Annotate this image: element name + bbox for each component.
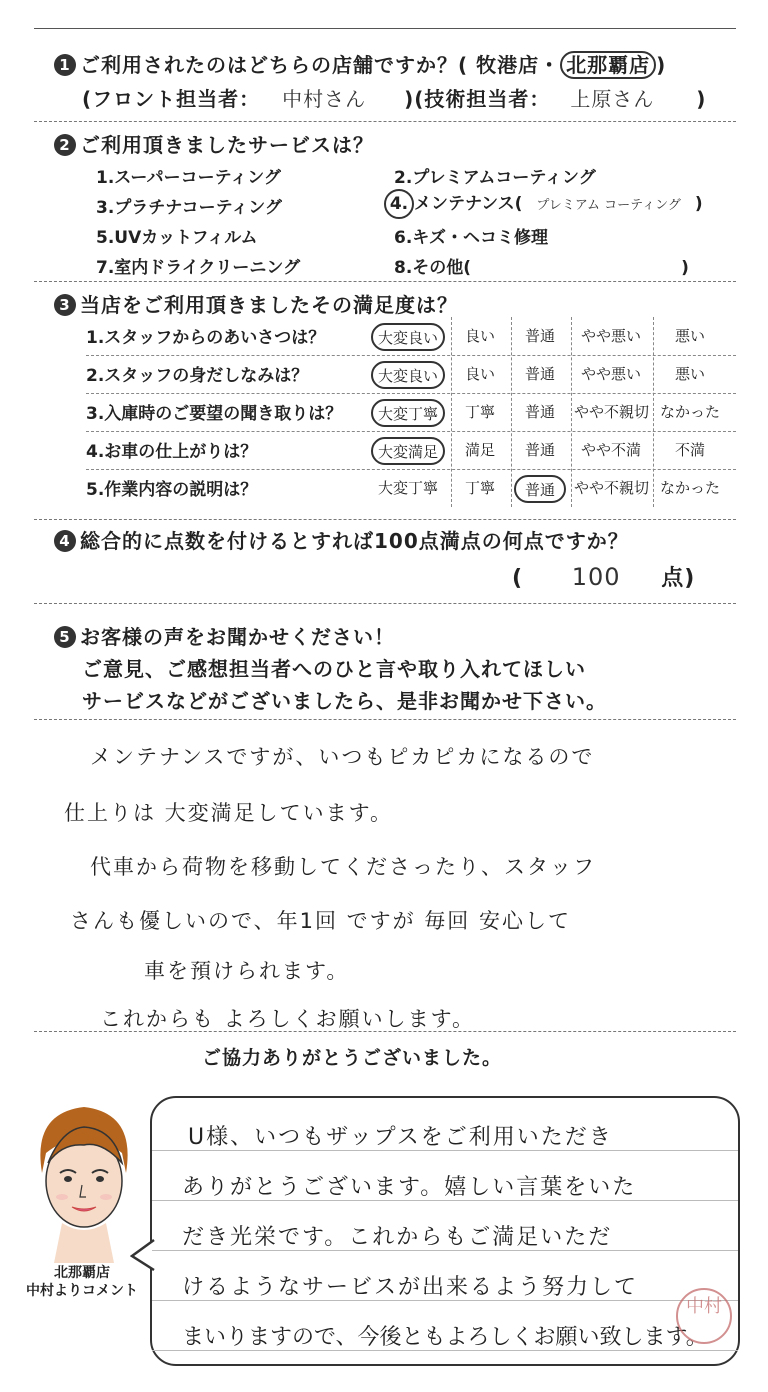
satisfaction-row <box>86 317 736 355</box>
satisfaction-option[interactable]: なかった <box>659 403 720 421</box>
front-staff-close: ) <box>404 87 415 111</box>
satisfaction-row-label: 2.スタッフの身だしなみは？ <box>86 366 309 386</box>
staff-portrait-icon <box>22 1093 146 1263</box>
satisfaction-option[interactable]: 普通 <box>524 365 555 383</box>
satisfaction-row <box>86 393 736 431</box>
divider <box>34 519 736 520</box>
score-unit: 点) <box>661 566 696 591</box>
staff-reply-line-4: けるようなサービスが出来るよう努力して <box>182 1275 639 1300</box>
satisfaction-option-selected[interactable]: 普通 <box>514 475 566 503</box>
q3-text: 当店をご利用頂きましたその満足度は？ <box>80 293 458 317</box>
service4-close: ) <box>694 194 703 214</box>
customer-comment-line-4: さんも優しいので、年1回 ですが 毎回 安心して <box>70 909 571 933</box>
q1-question <box>54 49 666 79</box>
satisfaction-option[interactable]: 悪い <box>674 327 705 345</box>
survey-sheet <box>34 28 736 1098</box>
service-option-4-selected[interactable] <box>384 189 703 219</box>
q2-question <box>54 129 374 158</box>
q1-number-badge: 1 <box>54 54 76 76</box>
satisfaction-row-label: 3.入庫時のご要望の聞き取りは？ <box>86 404 343 424</box>
q4-score-field[interactable] <box>512 561 695 592</box>
customer-comment-line-5: 車を預けられます。 <box>144 959 350 983</box>
satisfaction-row <box>86 431 736 469</box>
q1-separator: ・ <box>539 53 561 77</box>
staff-reply-line-1: U様、いつもザップスをご利用いただき <box>188 1125 613 1150</box>
q2-number-badge: 2 <box>54 134 76 156</box>
staff-reply-bubble <box>150 1096 740 1366</box>
table-column-divider <box>571 317 572 507</box>
q5-line3: サービスなどがございましたら、是非お聞かせ下さい。 <box>82 689 607 713</box>
q2-text: ご利用頂きましたサービスは？ <box>80 133 374 157</box>
satisfaction-option[interactable]: 満足 <box>464 441 495 459</box>
q4-text: 総合的に点数を付けるとすれば100点満点の何点ですか？ <box>80 529 629 553</box>
q1-staff-line <box>82 83 706 112</box>
tech-staff-close: ) <box>696 87 707 111</box>
customer-comment-line-6: これからも よろしくお願いします。 <box>100 1007 475 1031</box>
divider <box>34 281 736 282</box>
q5-text: お客様の声をお聞かせください！ <box>80 625 395 649</box>
front-staff-name: 中村さん <box>282 87 367 111</box>
divider <box>34 121 736 122</box>
table-column-divider <box>511 317 512 507</box>
divider <box>34 603 736 604</box>
customer-comment-line-1: メンテナンスですが、いつもピカピカになるので <box>90 745 595 769</box>
satisfaction-option[interactable]: 普通 <box>524 403 555 421</box>
satisfaction-option-selected[interactable]: 大変良い <box>371 361 445 389</box>
service4-detail: プレミアム コーティング <box>536 198 681 213</box>
satisfaction-option[interactable]: 普通 <box>524 327 555 345</box>
q3-number-badge: 3 <box>54 294 76 316</box>
satisfaction-row-label: 1.スタッフからのあいさつは？ <box>86 328 326 348</box>
service-option-3[interactable]: 3.プラチナコーティング <box>96 198 282 218</box>
service4-circled-number: 4. <box>384 189 414 219</box>
bubble-tail <box>130 1238 156 1272</box>
service-option-8[interactable] <box>394 253 689 278</box>
service8-label: 8.その他( <box>394 258 472 278</box>
satisfaction-option[interactable]: 丁寧 <box>464 403 495 421</box>
table-column-divider <box>653 317 654 507</box>
thanks-message: ご協力ありがとうございました。 <box>202 1047 503 1069</box>
q5-number-badge: 5 <box>54 626 76 648</box>
satisfaction-option[interactable]: 普通 <box>524 441 555 459</box>
staff-reply-line-3: だき光栄です。これからもご満足いただ <box>182 1225 613 1250</box>
staff-store: 北那覇店 <box>54 1265 110 1281</box>
service-option-1[interactable]: 1.スーパーコーティング <box>96 168 281 188</box>
satisfaction-option-selected[interactable]: 大変丁寧 <box>371 399 445 427</box>
front-staff-label: (フロント担当者： <box>82 87 261 111</box>
tech-staff-label: (技術担当者： <box>414 87 551 111</box>
q4-number-badge: 4 <box>54 530 76 552</box>
score-value: 100 <box>571 563 621 591</box>
q1-text: ご利用されたのはどちらの店舗ですか？( <box>80 53 469 77</box>
name-seal-stamp: 中村 <box>676 1288 732 1344</box>
satisfaction-option[interactable]: 丁寧 <box>464 479 495 497</box>
satisfaction-option[interactable]: やや不親切 <box>574 403 650 421</box>
service-option-5[interactable]: 5.UVカットフィルム <box>96 228 258 248</box>
satisfaction-option[interactable]: 大変丁寧 <box>377 479 438 497</box>
service-option-6[interactable]: 6.キズ・ヘコミ修理 <box>394 228 548 248</box>
q5-question <box>54 621 395 650</box>
q3-question <box>54 289 458 318</box>
tech-staff-name: 上原さん <box>570 87 655 111</box>
q1-store-kitanaha-selected[interactable]: 北那覇店 <box>560 51 656 79</box>
staff-reply-line-5: まいりますので、今後ともよろしくお願い致します。 <box>182 1325 708 1350</box>
customer-comment-line-2: 仕上りは 大変満足しています。 <box>64 801 393 825</box>
satisfaction-option-selected[interactable]: 大変良い <box>371 323 445 351</box>
table-column-divider <box>451 317 452 507</box>
service8-close: ) <box>681 258 689 278</box>
service-option-7[interactable]: 7.室内ドライクリーニング <box>96 258 301 278</box>
satisfaction-option[interactable]: やや悪い <box>580 365 641 383</box>
satisfaction-row <box>86 355 736 393</box>
satisfaction-option[interactable]: 良い <box>464 365 495 383</box>
satisfaction-option[interactable]: やや悪い <box>580 327 641 345</box>
satisfaction-option[interactable]: やや不親切 <box>574 479 650 497</box>
q1-close: ) <box>656 53 667 77</box>
satisfaction-option[interactable]: やや不満 <box>580 441 641 459</box>
satisfaction-option[interactable]: 悪い <box>674 365 705 383</box>
satisfaction-row-label: 5.作業内容の説明は？ <box>86 480 258 500</box>
customer-comment-line-3: 代車から荷物を移動してくださったり、スタッフ <box>90 855 596 879</box>
satisfaction-row-label: 4.お車の仕上がりは？ <box>86 442 258 462</box>
q4-question <box>54 525 629 554</box>
service4-label: メンテナンス( <box>414 194 523 214</box>
divider <box>34 719 736 720</box>
q5-line2: ご意見、ご感想担当者へのひと言や取り入れてほしい <box>82 657 586 681</box>
staff-comment-label: 中村よりコメント <box>26 1283 138 1299</box>
satisfaction-option[interactable]: 不満 <box>674 441 705 459</box>
service-option-2[interactable]: 2.プレミアムコーティング <box>394 168 596 188</box>
divider <box>34 1031 736 1032</box>
satisfaction-option[interactable]: 良い <box>464 327 495 345</box>
satisfaction-option-selected[interactable]: 大変満足 <box>371 437 445 465</box>
staff-reply-line-2: ありがとうございます。嬉しい言葉をいた <box>182 1175 637 1200</box>
q1-store-makiminato[interactable]: 牧港店 <box>476 53 540 77</box>
score-open: ( <box>512 566 524 591</box>
satisfaction-option[interactable]: なかった <box>659 479 720 497</box>
satisfaction-row <box>86 469 736 507</box>
